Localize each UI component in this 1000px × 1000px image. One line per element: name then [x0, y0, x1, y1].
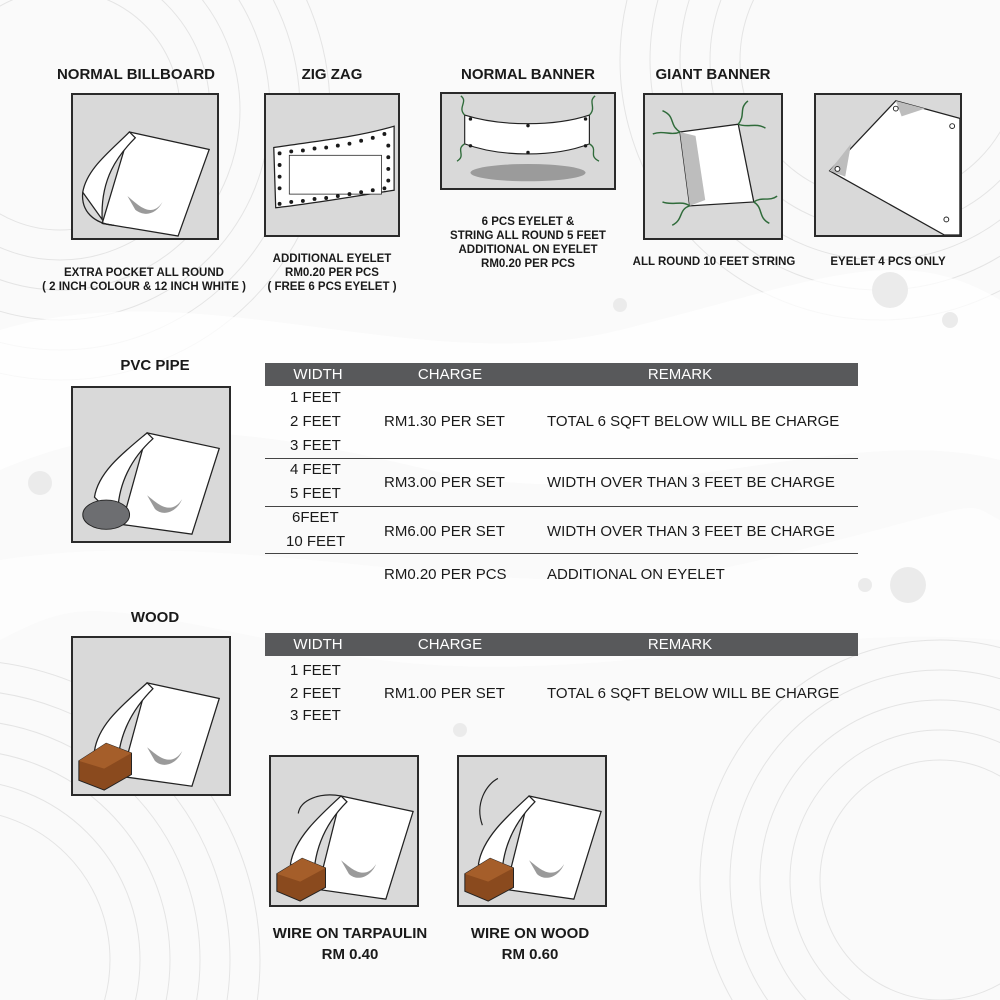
pvc-pipe-illustration: [71, 386, 231, 543]
pvc-row3-width-1: 6FEET: [292, 509, 339, 526]
pvc-pipe-table-header: [265, 363, 858, 386]
pvc-row-divider: [265, 553, 858, 554]
pvc-row1-width-1: 1 FEET: [290, 389, 341, 406]
pvc-header-charge: CHARGE: [417, 366, 483, 383]
wood-row1-remark: TOTAL 6 SQFT BELOW WILL BE CHARGE: [547, 685, 840, 702]
normal-billboard-title: NORMAL BILLBOARD: [56, 66, 216, 83]
pvc-row2-charge: RM3.00 PER SET: [384, 474, 505, 491]
pvc-row-divider: [265, 506, 858, 507]
pvc-header-width: WIDTH: [293, 366, 343, 383]
pvc-row1-width-2: 2 FEET: [290, 413, 341, 430]
pvc-row3-width-2: 10 FEET: [286, 533, 346, 550]
normal-banner-caption: 6 PCS EYELET & STRING ALL ROUND 5 FEET ADDITIONAL ON EYELET RM0.20 PER PCS: [450, 216, 606, 270]
pvc-row2-width-1: 4 FEET: [290, 461, 341, 478]
zig-zag-illustration: [264, 93, 400, 237]
giant-banner-caption: ALL ROUND 10 FEET STRING: [632, 256, 796, 268]
wood-row1-width-1: 1 FEET: [290, 662, 341, 679]
normal-billboard-illustration: [71, 93, 219, 240]
pvc-row3-charge: RM6.00 PER SET: [384, 523, 505, 540]
wood-header-width: WIDTH: [293, 636, 343, 653]
pvc-row1-remark: TOTAL 6 SQFT BELOW WILL BE CHARGE: [547, 413, 840, 430]
pvc-header-remark: REMARK: [647, 366, 713, 383]
pvc-row3-remark: WIDTH OVER THAN 3 FEET BE CHARGE: [547, 523, 835, 540]
pvc-row-divider: [265, 458, 858, 459]
wire-on-tarpaulin-illustration: [269, 755, 419, 907]
pvc-row4-charge: RM0.20 PER PCS: [384, 566, 507, 583]
wood-header-remark: REMARK: [647, 636, 713, 653]
wood-title: WOOD: [130, 609, 180, 626]
pvc-pipe-title: PVC PIPE: [120, 357, 190, 374]
wood-row1-width-2: 2 FEET: [290, 685, 341, 702]
normal-banner-title: NORMAL BANNER: [461, 66, 595, 83]
pvc-row2-width-2: 5 FEET: [290, 485, 341, 502]
wire-on-wood-illustration: [457, 755, 607, 907]
pvc-row2-remark: WIDTH OVER THAN 3 FEET BE CHARGE: [547, 474, 835, 491]
giant-banner-illustration: [643, 93, 783, 240]
eyelet-only-caption: EYELET 4 PCS ONLY: [830, 256, 946, 268]
wire-on-wood-label: WIRE ON WOOD RM 0.60: [470, 925, 590, 963]
pvc-row1-charge: RM1.30 PER SET: [384, 413, 505, 430]
eyelet-only-illustration: [814, 93, 962, 237]
zig-zag-title: ZIG ZAG: [301, 66, 363, 83]
pvc-row1-width-3: 3 FEET: [290, 437, 341, 454]
wire-on-tarpaulin-label: WIRE ON TARPAULIN RM 0.40: [272, 925, 428, 963]
giant-banner-title: GIANT BANNER: [655, 66, 771, 83]
zig-zag-caption: ADDITIONAL EYELET RM0.20 PER PCS ( FREE 6 PCS EYELET ): [267, 253, 397, 293]
normal-banner-illustration: [440, 92, 616, 190]
pvc-row4-remark: ADDITIONAL ON EYELET: [547, 566, 725, 583]
wood-row1-width-3: 3 FEET: [290, 707, 341, 724]
wood-table-header: [265, 633, 858, 656]
normal-billboard-caption: EXTRA POCKET ALL ROUND ( 2 INCH COLOUR & 12 INCH WHITE ): [42, 267, 246, 293]
wood-header-charge: CHARGE: [417, 636, 483, 653]
wood-illustration: [71, 636, 231, 796]
wood-row1-charge: RM1.00 PER SET: [384, 685, 505, 702]
